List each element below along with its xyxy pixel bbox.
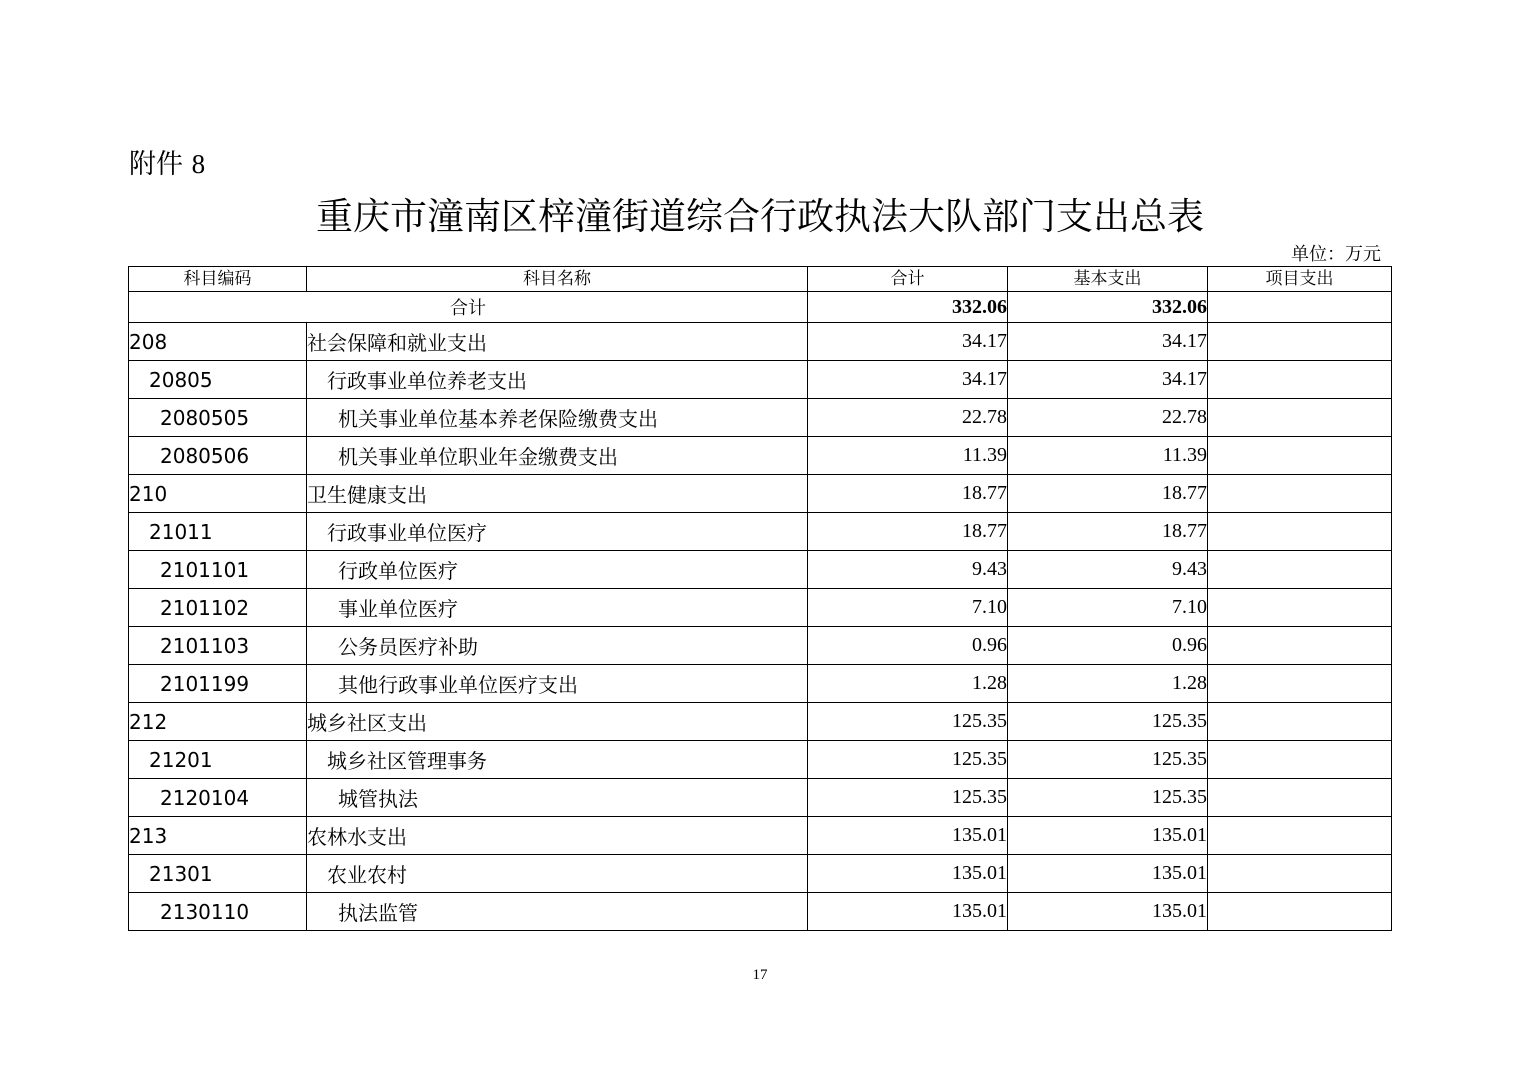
row-total: 34.17 [808, 361, 1008, 399]
row-project [1208, 513, 1392, 551]
row-basic: 18.77 [1008, 475, 1208, 513]
table-row [129, 551, 1392, 589]
total-row [129, 292, 1392, 323]
row-name: 行政事业单位医疗 [307, 513, 808, 551]
row-name: 农业农村 [307, 855, 808, 893]
row-basic: 1.28 [1008, 665, 1208, 703]
row-project [1208, 817, 1392, 855]
row-basic: 135.01 [1008, 855, 1208, 893]
row-code: 2120104 [129, 779, 307, 817]
row-code: 2101103 [129, 627, 307, 665]
document-title: 重庆市潼南区梓潼街道综合行政执法大队部门支出总表 [316, 195, 1204, 238]
table-row [129, 779, 1392, 817]
row-total: 135.01 [808, 817, 1008, 855]
row-basic: 9.43 [1008, 551, 1208, 589]
row-basic: 34.17 [1008, 323, 1208, 361]
row-total: 9.43 [808, 551, 1008, 589]
row-name: 城乡社区支出 [307, 703, 808, 741]
row-code: 2130110 [129, 893, 307, 931]
row-project [1208, 361, 1392, 399]
row-code: 210 [129, 475, 307, 513]
table-row [129, 855, 1392, 893]
row-code: 2101101 [129, 551, 307, 589]
row-project [1208, 893, 1392, 931]
row-total: 135.01 [808, 893, 1008, 931]
table-row [129, 817, 1392, 855]
row-project [1208, 741, 1392, 779]
row-total: 1.28 [808, 665, 1008, 703]
row-basic: 22.78 [1008, 399, 1208, 437]
row-basic: 125.35 [1008, 741, 1208, 779]
row-code: 212 [129, 703, 307, 741]
row-project [1208, 779, 1392, 817]
row-project [1208, 323, 1392, 361]
table-row [129, 475, 1392, 513]
header-name: 科目名称 [307, 267, 808, 292]
table-row [129, 323, 1392, 361]
row-code: 208 [129, 323, 307, 361]
row-basic: 135.01 [1008, 817, 1208, 855]
row-total: 34.17 [808, 323, 1008, 361]
total-basic: 332.06 [1008, 292, 1208, 323]
header-total: 合计 [808, 267, 1008, 292]
row-code: 21201 [129, 741, 307, 779]
total-project [1208, 292, 1392, 323]
row-project [1208, 855, 1392, 893]
page-number: 17 [752, 967, 768, 983]
row-name: 执法监管 [307, 893, 808, 931]
row-name: 卫生健康支出 [307, 475, 808, 513]
row-basic: 125.35 [1008, 779, 1208, 817]
row-basic: 125.35 [1008, 703, 1208, 741]
attachment-number: 8 [191, 149, 206, 179]
table-row [129, 627, 1392, 665]
row-name: 城乡社区管理事务 [307, 741, 808, 779]
row-basic: 18.77 [1008, 513, 1208, 551]
row-total: 11.39 [808, 437, 1008, 475]
row-name: 农林水支出 [307, 817, 808, 855]
table-row [129, 361, 1392, 399]
row-name: 机关事业单位基本养老保险缴费支出 [307, 399, 808, 437]
row-total: 125.35 [808, 741, 1008, 779]
row-basic: 135.01 [1008, 893, 1208, 931]
row-total: 18.77 [808, 513, 1008, 551]
table-row [129, 741, 1392, 779]
expenditure-table [128, 266, 1392, 931]
row-total: 18.77 [808, 475, 1008, 513]
total-amount: 332.06 [808, 292, 1008, 323]
row-name: 其他行政事业单位医疗支出 [307, 665, 808, 703]
row-code: 2080506 [129, 437, 307, 475]
row-total: 0.96 [808, 627, 1008, 665]
row-name: 行政单位医疗 [307, 551, 808, 589]
row-basic: 7.10 [1008, 589, 1208, 627]
row-name: 事业单位医疗 [307, 589, 808, 627]
table-header-row [129, 267, 1392, 292]
row-project [1208, 627, 1392, 665]
header-basic: 基本支出 [1008, 267, 1208, 292]
attachment-prefix: 附件 [129, 149, 183, 180]
row-name: 行政事业单位养老支出 [307, 361, 808, 399]
table-row [129, 399, 1392, 437]
table-row [129, 589, 1392, 627]
row-code: 21301 [129, 855, 307, 893]
row-basic: 11.39 [1008, 437, 1208, 475]
row-total: 135.01 [808, 855, 1008, 893]
header-code: 科目编码 [129, 267, 307, 292]
row-project [1208, 437, 1392, 475]
row-project [1208, 589, 1392, 627]
table-row [129, 703, 1392, 741]
row-code: 213 [129, 817, 307, 855]
row-code: 20805 [129, 361, 307, 399]
row-total: 22.78 [808, 399, 1008, 437]
table-row [129, 437, 1392, 475]
row-code: 2080505 [129, 399, 307, 437]
row-code: 2101102 [129, 589, 307, 627]
table-row [129, 665, 1392, 703]
row-basic: 0.96 [1008, 627, 1208, 665]
row-basic: 34.17 [1008, 361, 1208, 399]
row-project [1208, 399, 1392, 437]
row-total: 125.35 [808, 779, 1008, 817]
row-total: 7.10 [808, 589, 1008, 627]
row-code: 2101199 [129, 665, 307, 703]
row-name: 公务员医疗补助 [307, 627, 808, 665]
total-label: 合计 [129, 292, 808, 323]
row-project [1208, 665, 1392, 703]
row-project [1208, 551, 1392, 589]
attachment-label [129, 142, 205, 181]
row-name: 机关事业单位职业年金缴费支出 [307, 437, 808, 475]
row-total: 125.35 [808, 703, 1008, 741]
unit-label: 单位：万元 [1291, 244, 1381, 264]
row-name: 城管执法 [307, 779, 808, 817]
row-project [1208, 475, 1392, 513]
row-project [1208, 703, 1392, 741]
header-project: 项目支出 [1208, 267, 1392, 292]
table-row [129, 893, 1392, 931]
table-row [129, 513, 1392, 551]
row-code: 21011 [129, 513, 307, 551]
row-name: 社会保障和就业支出 [307, 323, 808, 361]
